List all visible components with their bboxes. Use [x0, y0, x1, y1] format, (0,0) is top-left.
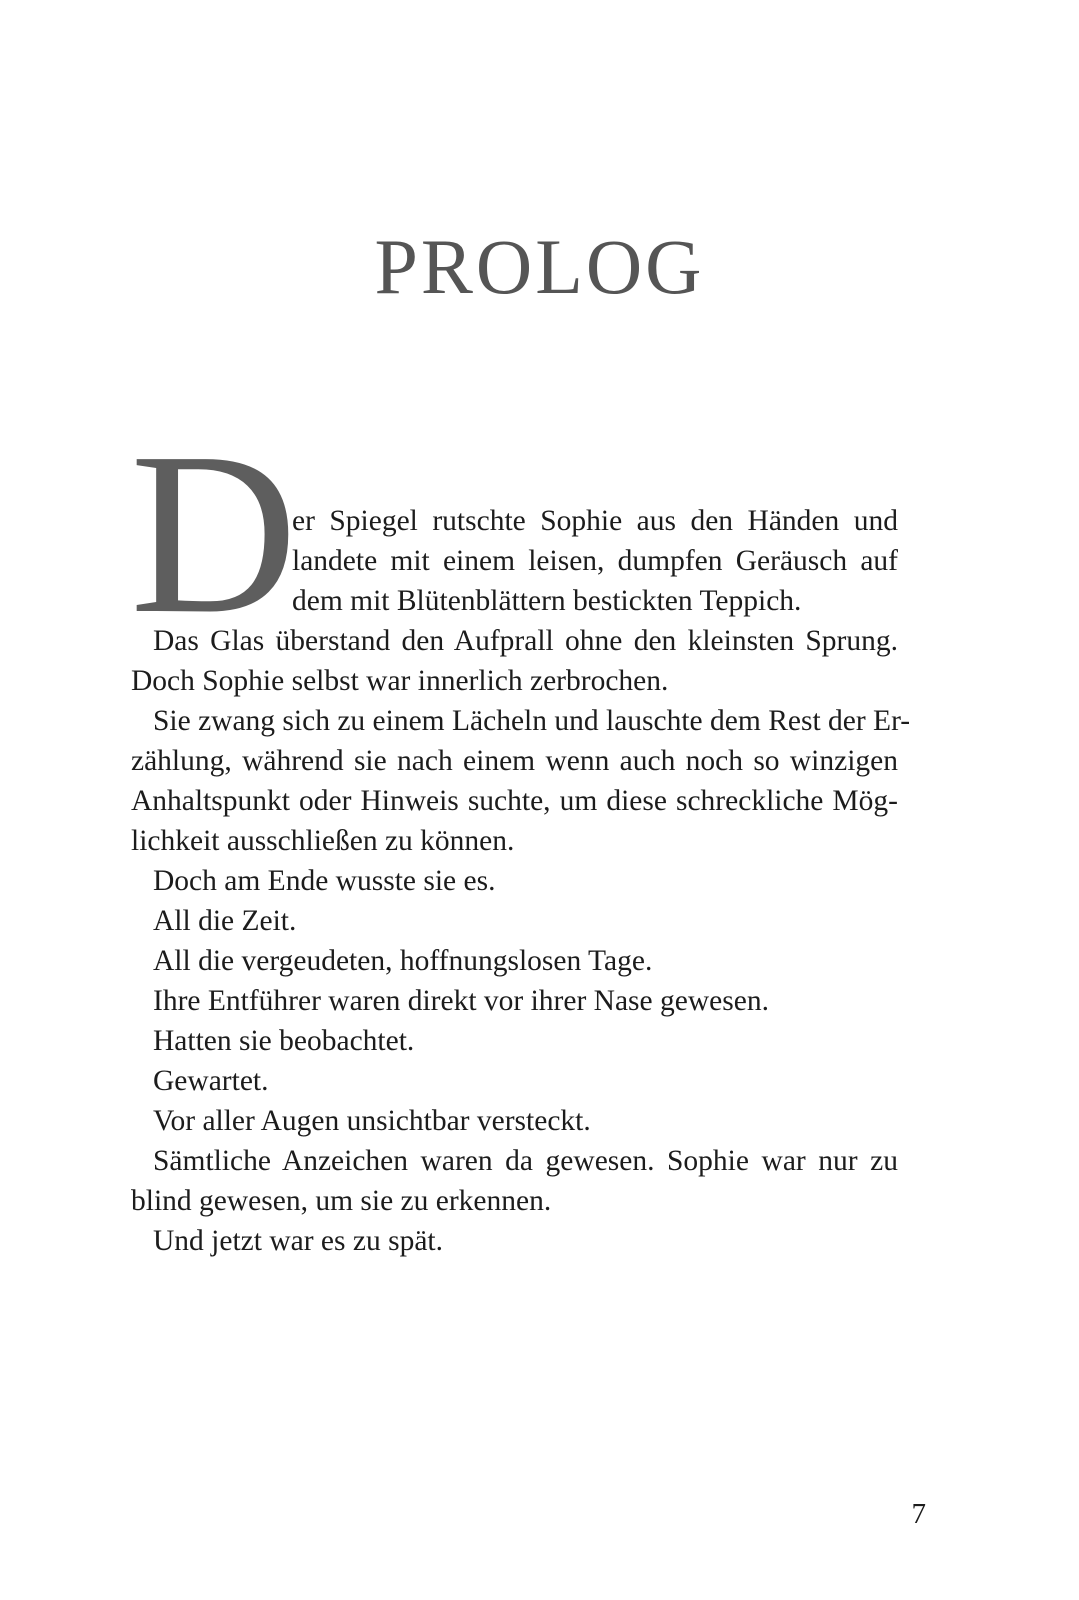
text-line: zählung, während sie nach einem wenn auch noch so winzigen	[131, 745, 898, 777]
text-line: Doch Sophie selbst war innerlich zerbrochen.	[131, 665, 669, 697]
text-line: All die vergeudeten, hoffnungslosen Tage.	[153, 945, 653, 977]
text-line: Doch am Ende wusste sie es.	[153, 865, 496, 897]
text-line: dem mit Blütenblättern bestickten Teppich.	[292, 585, 802, 617]
text-line: Hatten sie beobachtet.	[153, 1025, 415, 1057]
page-number: 7	[911, 1498, 926, 1530]
text-line: lichkeit ausschließen zu können.	[131, 825, 515, 857]
text-line: er Spiegel rutschte Sophie aus den Händen und	[292, 505, 898, 537]
text-line: Und jetzt war es zu spät.	[153, 1225, 443, 1257]
text-line: blind gewesen, um sie zu erkennen.	[131, 1185, 552, 1217]
text-line: Das Glas überstand den Aufprall ohne den kleinsten Sprung.	[153, 625, 898, 657]
drop-cap: D	[130, 405, 298, 662]
text-line: landete mit einem leisen, dumpfen Geräusch auf	[292, 545, 898, 577]
text-line: Vor aller Augen unsichtbar versteckt.	[153, 1105, 591, 1137]
text-line: Sämtliche Anzeichen waren da gewesen. Sophie war nur zu	[153, 1145, 898, 1177]
text-line: Sie zwang sich zu einem Lächeln und lauschte dem Rest der Er-	[153, 705, 911, 737]
text-line: Gewartet.	[153, 1065, 269, 1097]
chapter-title: PROLOG	[374, 223, 705, 310]
text-line: Ihre Entführer waren direkt vor ihrer Nase gewesen.	[153, 985, 769, 1017]
text-line: All die Zeit.	[153, 905, 297, 937]
text-line: Anhaltspunkt oder Hinweis suchte, um diese schreckliche Mög-	[131, 785, 898, 817]
